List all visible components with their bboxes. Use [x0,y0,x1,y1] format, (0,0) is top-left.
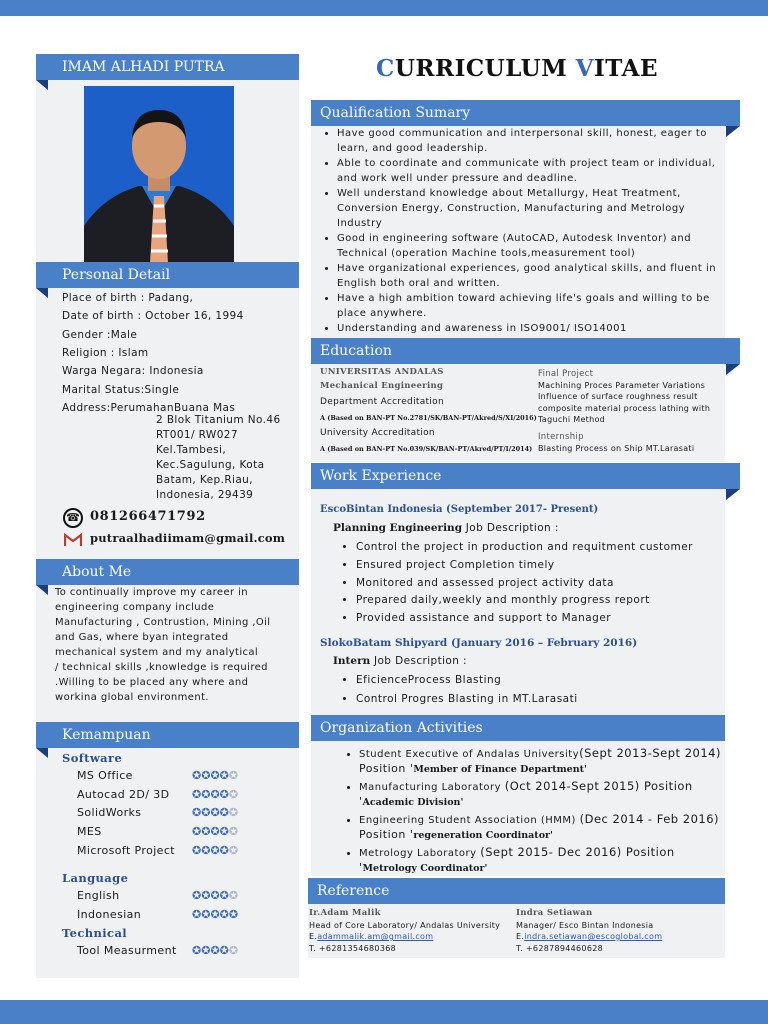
final-project-line: composite material process lathing with [538,404,711,413]
star-empty-icon: ✪ [228,806,239,819]
ref-email-link[interactable]: adammalik.am@gmail.com [317,932,434,941]
qualification-item: • Understanding and awareness in ISO9001/ ISO14001 [337,321,721,336]
star-filled-icon: ✪ [210,769,220,782]
organization-header: Organization Activities [311,715,725,741]
dept-accreditation: A (Based on BAN-PT No.2781/SK/BAN-PT/Akred/S/XI/2016) [320,414,537,422]
ribbon-fold [726,489,740,500]
star-filled-icon: ✪ [201,844,211,857]
about-line: To continually improve my career in [55,587,249,598]
qualification-item: • Good in engineering software (AutoCAD, Autodesk Inventor) and Technical (operation Machine tools,measurement tool) [337,231,721,261]
marital-status: Marital Status:Single [62,384,180,396]
skill-name: Microsoft Project [77,844,175,857]
star-filled-icon: ✪ [201,825,211,838]
ref-role: Manager/ Esco Bintan Indonesia [516,921,654,930]
citizenship: Warga Negara: Indonesia [62,365,204,377]
star-filled-icon: ✪ [219,806,229,819]
organization-item: • Metrology Laboratory (Sept 2015- Dec 2016) Position 'Metrology Coordinator' [359,845,723,876]
star-empty-icon: ✪ [228,825,239,838]
kemampuan-header: Kemampuan [36,722,299,748]
rating-stars [192,825,238,838]
organization-item: • Student Executive of Andalas University(Sept 2013-Sept 2014) Position 'Member of Finance Department' [359,746,723,777]
qualification-item: • Able to coordinate and communicate with project team or individual, and work well under pressure and deadline. [337,156,721,186]
star-filled-icon: ✪ [201,944,211,957]
language-name: Indonesian [77,908,142,921]
about-line: Manufacturing , Contrustion, Mining ,Oil [55,617,271,628]
email-address: putraalhadiimam@gmail.com [90,531,286,545]
star-filled-icon: ✪ [210,889,220,902]
about-line: .Willing to be placed any where and [55,677,249,688]
star-empty-icon: ✪ [228,769,239,782]
address-line: RT001/ RW027 [156,429,238,441]
skill-name: MS Office [77,769,133,782]
star-filled-icon: ✪ [201,769,211,782]
ribbon-fold [36,585,48,595]
technical-skill-name: Tool Measurment [77,944,177,957]
rating-stars [192,806,238,819]
star-filled-icon: ✪ [192,788,202,801]
qualification-item: • Have good communication and interpersonal skill, honest, eager to learn, and good leadership. [337,126,721,156]
rating-stars [192,908,238,921]
final-project-line: Influence of surface roughness result [538,392,698,401]
univ-accreditation: A (Based on BAN-PT No.039/SK/BAN-PT/Akred/PT/I/2014) [320,445,533,453]
duty-item: • Control the project in production and requitment customer [356,539,720,557]
internship-label: Internship [538,432,584,442]
star-filled-icon: ✪ [192,908,202,921]
star-filled-icon: ✪ [219,944,229,957]
birthdate: Date of birth : October 16, 1994 [62,310,244,322]
full-name: IMAM ALHADI PUTRA [62,59,225,75]
bottom-decor-bar [0,1000,768,1024]
skill-name: MES [77,825,102,838]
star-filled-icon: ✪ [192,825,202,838]
star-filled-icon: ✪ [210,806,220,819]
top-decor-bar [0,0,768,16]
about-line: mechanical system and my analytical [55,647,259,658]
birthplace: Place of birth : Padang, [62,292,194,304]
star-filled-icon: ✪ [210,825,220,838]
phone-icon: ☎ [63,508,83,528]
star-filled-icon: ✪ [192,844,202,857]
ref-phone: T. +6287894460628 [516,944,603,953]
about-line: workina global environment. [55,692,209,703]
star-filled-icon: ✪ [201,908,211,921]
ribbon-fold [36,748,48,758]
star-empty-icon: ✪ [228,889,239,902]
technical-label: Technical [62,926,128,940]
ref-phone: T. +6281354680368 [309,944,396,953]
skill-name: SolidWorks [77,806,142,819]
religion: Religion : Islam [62,347,149,359]
rating-stars [192,944,238,957]
ref-email-line: E.adammalik.am@gmail.com [309,932,434,941]
star-filled-icon: ✪ [219,825,229,838]
star-filled-icon: ✪ [219,769,229,782]
rating-stars [192,788,238,801]
qualification-item: • Have a high ambition toward achieving life's goals and willing to be place anywhere. [337,291,721,321]
star-filled-icon: ✪ [228,908,239,921]
ref-email-link[interactable]: indra.setiawan@escoglobal.com [524,932,663,941]
rating-stars [192,769,238,782]
star-filled-icon: ✪ [192,944,202,957]
star-empty-icon: ✪ [228,944,239,957]
address-line: Kel.Tambesi, [156,444,227,456]
personal-detail-header: Personal Detail [36,262,299,288]
job-header: EscoBintan Indonesia (September 2017- Present) [320,504,599,515]
about-me-header: About Me [36,559,299,585]
organization-list [343,746,723,876]
duty-item: • Monitored and assessed project activity data [356,575,720,593]
language-label: Language [62,871,129,885]
job-role-line: Intern Job Description : [333,655,467,667]
star-filled-icon: ✪ [201,788,211,801]
star-filled-icon: ✪ [210,908,220,921]
reference-header: Reference [308,878,725,904]
address-line: Batam, Kep.Riau, [156,474,253,486]
job-duties [340,671,720,709]
ribbon-fold [36,288,48,298]
star-filled-icon: ✪ [210,788,220,801]
job-duties [340,539,720,628]
software-label: Software [62,751,123,765]
organization-item: • Manufacturing Laboratory (Oct 2014-Sept 2015) Position 'Academic Division' [359,779,723,810]
star-filled-icon: ✪ [201,806,211,819]
ribbon-fold [36,80,48,90]
job-role-line: Planning Engineering Job Description : [333,522,559,534]
duty-item: • Control Progres Blasting in MT.Larasati [356,690,720,709]
duty-item: • Prepared daily,weekly and monthly progress report [356,592,720,610]
language-name: English [77,889,120,902]
star-filled-icon: ✪ [219,788,229,801]
work-experience-header: Work Experience [311,463,740,489]
univ-accreditation-label: University Accreditation [320,428,435,438]
qualification-item: • Well understand knowledge about Metallurgy, Heat Treatment, Conversion Energy, Construction, Manufacturing and Metrology Industry [337,186,721,231]
ribbon-fold [726,364,740,375]
about-line: and Gas, where byan integrated [55,632,229,643]
ref-role: Head of Core Laboratory/ Andalas University [309,921,501,930]
star-filled-icon: ✪ [210,944,220,957]
education-header: Education [311,338,740,364]
internship: Blasting Process on Ship MT.Larasati [538,444,695,453]
about-line: / technical skills ,knowledge is required [55,662,268,673]
cv-title: CURRICULUM VITAE [376,55,659,82]
star-filled-icon: ✪ [219,908,229,921]
rating-stars [192,844,238,857]
star-filled-icon: ✪ [210,844,220,857]
star-filled-icon: ✪ [201,889,211,902]
final-project-label: Final Project [538,369,594,379]
final-project-line: Machining Proces Parameter Variations [538,381,706,390]
organization-item: • Engineering Student Association (HMM) (Dec 2014 - Feb 2016) Position 'regeneration Coordinator' [359,812,723,843]
star-empty-icon: ✪ [228,844,239,857]
gender: Gender :Male [62,329,138,341]
star-empty-icon: ✪ [228,788,239,801]
star-filled-icon: ✪ [219,844,229,857]
major: Mechanical Engineering [320,381,444,391]
address-line: Address:PerumahanBuana Mas [62,402,236,414]
name-header [36,54,299,80]
star-filled-icon: ✪ [192,806,202,819]
email-icon [64,533,82,547]
ref-email-line: E.indra.setiawan@escoglobal.com [516,932,663,941]
duty-item: • Provided assistance and support to Manager [356,610,720,628]
job-header: SlokoBatam Shipyard (January 2016 – February 2016) [320,637,638,649]
qualification-item: • Have organizational experiences, good analytical skills, and fluent in English both oral and written. [337,261,721,291]
about-line: engineering company include [55,602,215,613]
final-project-line: Taguchi Method [538,415,606,424]
university-name: UNIVERSITAS ANDALAS [320,367,444,377]
star-filled-icon: ✪ [219,889,229,902]
address-line: Kec.Sagulung, Kota [156,459,265,471]
ribbon-fold [726,126,740,137]
address-line: 2 Blok Titanium No.46 [156,414,281,426]
duty-item: • EficienceProcess Blasting [356,671,720,690]
ref-name: Ir.Adam Malik [309,908,381,918]
profile-photo [84,86,234,263]
phone-number: 081266471792 [90,509,206,524]
address-line: Indonesia, 29439 [156,489,254,501]
ref-name: Indra Setiawan [516,908,593,918]
star-filled-icon: ✪ [192,769,202,782]
qualification-list [321,126,721,336]
duty-item: • Ensured project Completion timely [356,557,720,575]
rating-stars [192,889,238,902]
dept-accreditation-label: Department Accreditation [320,397,444,407]
qualification-header: Qualification Sumary [311,100,740,126]
star-filled-icon: ✪ [192,889,202,902]
skill-name: Autocad 2D/ 3D [77,788,170,801]
